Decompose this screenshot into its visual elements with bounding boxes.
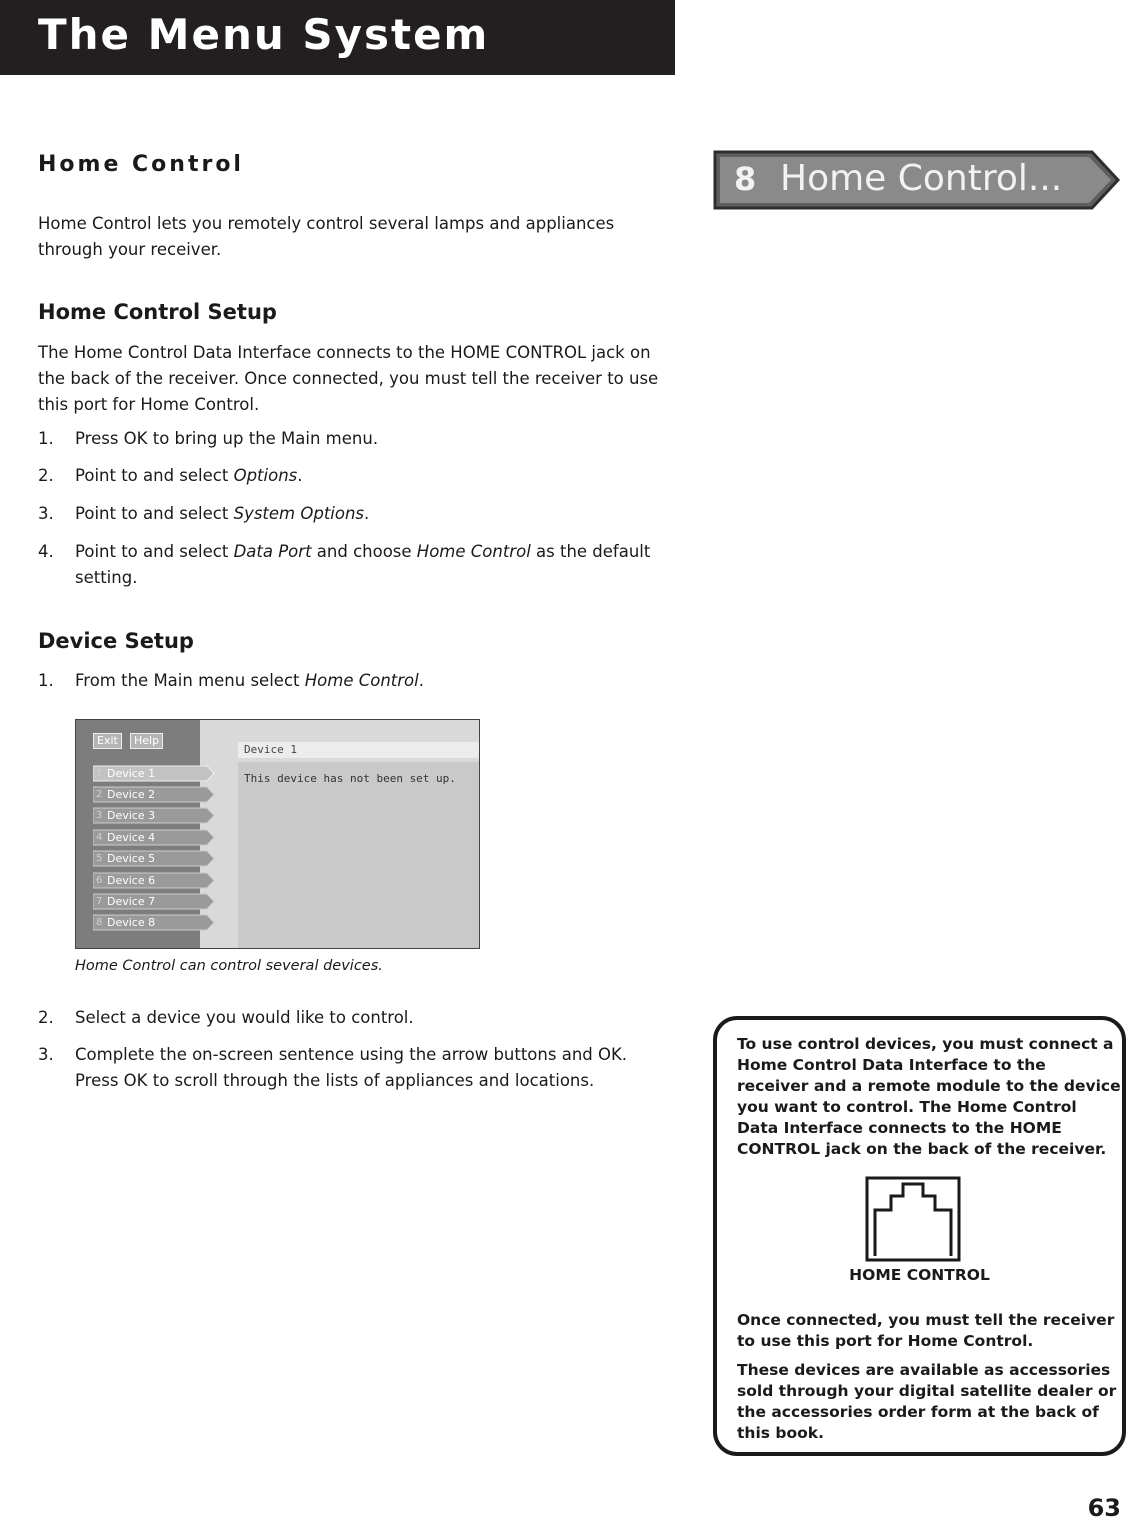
section-title: Home Control (38, 152, 244, 177)
note-paragraph: These devices are available as accessories sold through your digital satellite dealer or the accessories order form at the back of this book. (737, 1361, 1117, 1442)
setup-heading: Home Control Setup (38, 300, 277, 324)
page-number: 63 (1087, 1494, 1121, 1522)
step-number: 2. (38, 1008, 54, 1027)
device-label: Device 3 (107, 809, 156, 822)
setup-paragraph: The Home Control Data Interface connects to the HOME CONTROL jack on the back of the receiver. Once connected, you must tell the receiver to use this port for Home Control. (38, 343, 659, 414)
device-label: Device 6 (107, 874, 156, 887)
device-label: Device 7 (107, 895, 156, 908)
step-number: 1. (38, 429, 54, 448)
step-number: 1. (38, 671, 54, 690)
figure-caption: Home Control can control several devices. (75, 958, 383, 974)
help-button[interactable]: Help (130, 733, 163, 749)
step-text: Point to and select Data Port and choose Home Control as the default setting. (75, 542, 651, 587)
note-paragraph: Once connected, you must tell the receiver to use this port for Home Control. (737, 1311, 1115, 1350)
device-label: Device 5 (107, 852, 156, 865)
home-control-menu-banner (712, 148, 1122, 212)
device-label: Device 1 (107, 767, 156, 780)
intro-text: Home Control lets you remotely control several lamps and appliances through your receiver. (38, 214, 615, 259)
step-text: Press OK to bring up the Main menu. (75, 429, 379, 448)
step-number: 3. (38, 1045, 54, 1064)
device-setup-heading: Device Setup (38, 629, 194, 653)
step-text: From the Main menu select Home Control. (75, 671, 424, 690)
device-item-4[interactable]: 4 Device 4 (93, 829, 203, 846)
step-number: 4. (38, 542, 54, 561)
step-number: 3. (38, 504, 54, 523)
screen-figure (75, 719, 480, 949)
device-label: Device 8 (107, 916, 156, 929)
note-paragraph: To use control devices, you must connect a Home Control Data Interface to the receiver and a remote module to the device you want to control. The Home Control Data Interface connects to the HOME CONTROL jack on the back of the receiver. (737, 1035, 1121, 1158)
device-item-6[interactable]: 6 Device 6 (93, 872, 203, 889)
device-panel (238, 762, 480, 948)
step-text: Point to and select System Options. (75, 504, 370, 523)
device-label: Device 2 (107, 788, 156, 801)
step-text: Point to and select Options. (75, 466, 303, 485)
device-panel-title: Device 1 (238, 742, 480, 758)
device-item-8[interactable]: 8 Device 8 (93, 914, 203, 931)
step-text: Complete the on-screen sentence using the arrow buttons and OK. Press OK to scroll through the lists of appliances and locations. (75, 1045, 628, 1090)
header-bar (0, 0, 675, 75)
banner-number: 8 (734, 160, 757, 198)
step-text: Select a device you would like to control. (75, 1008, 414, 1027)
device-item-3[interactable]: 3 Device 3 (93, 807, 203, 824)
step-number: 2. (38, 466, 54, 485)
page-title: The Menu System (38, 10, 490, 59)
device-message: This device has not been set up. (244, 772, 456, 785)
device-label: Device 4 (107, 831, 156, 844)
note-box (713, 1016, 1126, 1456)
device-item-1[interactable]: 1 Device 1 (93, 765, 203, 782)
device-item-5[interactable]: 5 Device 5 (93, 850, 203, 867)
exit-button[interactable]: Exit (93, 733, 122, 749)
home-control-jack-icon (865, 1176, 961, 1262)
device-item-2[interactable]: 2 Device 2 (93, 786, 203, 803)
jack-label: HOME CONTROL (849, 1266, 990, 1284)
device-item-7[interactable]: 7 Device 7 (93, 893, 203, 910)
banner-label: Home Control... (780, 158, 1063, 199)
